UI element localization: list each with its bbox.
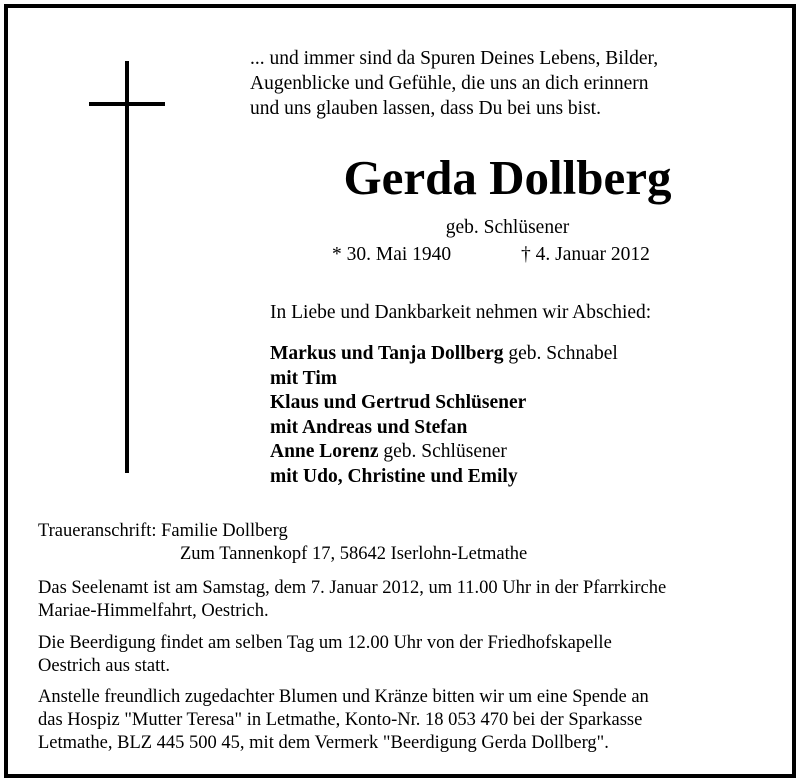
birth-date: * 30. Mai 1940 — [332, 244, 452, 265]
mourner-note: geb. Schnabel — [503, 343, 618, 364]
address-line: Traueranschrift: Familie Dollberg — [38, 521, 288, 541]
mourning-address — [38, 520, 527, 566]
mourner-name: Markus und Tanja Dollberg — [270, 343, 504, 364]
mourner-entry — [270, 440, 618, 465]
mourners-list — [270, 342, 618, 490]
burial-paragraph — [38, 632, 778, 678]
cross-icon — [125, 61, 129, 473]
death-date: † 4. Januar 2012 — [521, 244, 650, 265]
mourner-entry — [270, 416, 618, 441]
mourner-name: mit Andreas und Stefan — [270, 416, 468, 438]
mourner-entry — [270, 342, 618, 367]
paragraph-line: Anstelle freundlich zugedachter Blumen und Kränze bitten wir um eine Spende an — [38, 687, 649, 707]
verse-line: ... und immer sind da Spuren Deines Lebens, Bilder, — [250, 48, 659, 69]
mourner-entry — [270, 391, 618, 416]
paragraph-line: Mariae-Himmelfahrt, Oestrich. — [38, 601, 269, 621]
mourner-name: Anne Lorenz — [270, 441, 379, 463]
mourner-name: Klaus und Gertrud Schlüsener — [270, 392, 527, 414]
verse — [250, 46, 658, 121]
farewell-text: In Liebe und Dankbarkeit nehmen wir Abschied: — [270, 302, 652, 323]
paragraph-line: Das Seelenamt ist am Samstag, dem 7. Januar 2012, um 11.00 Uhr in der Pfarrkirche — [38, 578, 667, 598]
mourner-name: mit Tim — [270, 367, 337, 389]
verse-line: und uns glauben lassen, dass Du bei uns bist. — [250, 98, 601, 119]
address-line: Zum Tannenkopf 17, 58642 Iserlohn-Letmathe — [180, 544, 528, 564]
donation-paragraph — [38, 686, 778, 755]
maiden-name: geb. Schlüsener — [445, 217, 570, 238]
mourner-entry — [270, 465, 618, 490]
mourner-note: geb. Schlüsener — [378, 441, 507, 463]
paragraph-line: das Hospiz "Mutter Teresa" in Letmathe, Konto-Nr. 18 053 470 bei der Sparkasse — [38, 710, 643, 730]
paragraph-line: Die Beerdigung findet am selben Tag um 12.00 Uhr von der Friedhofskapelle — [38, 633, 612, 653]
deceased-name: Gerda Dollberg — [343, 150, 672, 205]
mourner-name: mit Udo, Christine und Emily — [270, 465, 518, 487]
mourner-entry — [270, 367, 618, 392]
paragraph-line: Letmathe, BLZ 445 500 45, mit dem Vermerk "Beerdigung Gerda Dollberg". — [38, 733, 609, 753]
paragraph-line: Oestrich aus statt. — [38, 656, 171, 676]
verse-line: Augenblicke und Gefühle, die uns an dich erinnern — [250, 73, 649, 94]
mass-paragraph — [38, 577, 778, 623]
cross-icon-crossbar — [89, 102, 165, 106]
